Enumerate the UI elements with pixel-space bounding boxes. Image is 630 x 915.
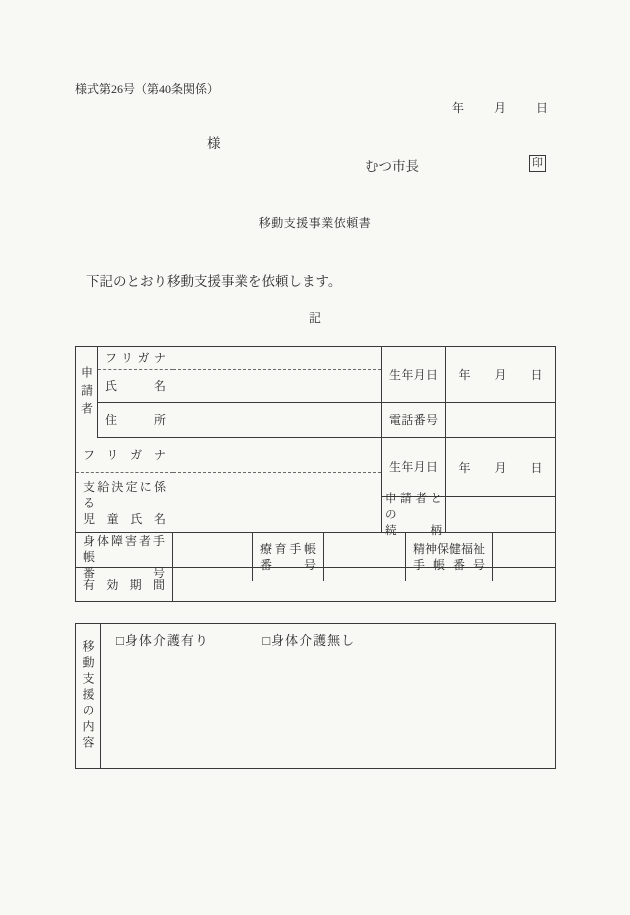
physical-notebook-label: 身体障害者手帳 番号: [76, 533, 173, 581]
seal-mark: [529, 155, 546, 172]
support-content-table: [75, 623, 556, 769]
applicant-birthdate-label: 生年月日: [381, 347, 445, 403]
checkbox-without-physical-care[interactable]: □身体介護無し: [262, 633, 356, 648]
document-title: 移動支援事業依頼書: [258, 216, 372, 230]
applicant-address-input[interactable]: [173, 403, 381, 438]
support-content-group-label: 移動支援の内容: [81, 640, 95, 752]
support-content-group-cell: [76, 624, 101, 768]
applicant-birthdate-value[interactable]: 年 月 日: [445, 347, 555, 403]
valid-period-label: 有効期間: [76, 568, 173, 601]
child-name-label: 支給決定に係る 児童氏名: [76, 473, 173, 533]
request-sentence: 下記のとおり移動支援事業を依頼します。: [86, 274, 342, 289]
applicant-table: [75, 346, 556, 602]
child-birthdate-value[interactable]: 年 月 日: [445, 438, 555, 497]
applicant-name-label: 氏名: [98, 370, 173, 403]
sender-name: むつ市長: [365, 159, 419, 174]
applicant-group-label: 申請者: [79, 365, 94, 420]
applicant-address-label: 住所: [98, 403, 173, 438]
addressee-suffix: 様: [207, 136, 221, 151]
checkbox-with-physical-care[interactable]: □身体介護有り: [116, 633, 209, 648]
applicant-furigana-label: フリガナ: [98, 347, 173, 370]
applicant-name-input[interactable]: [173, 370, 381, 403]
valid-period-input[interactable]: [173, 568, 555, 601]
seal-label: 印: [532, 157, 543, 169]
date-line: 年 月 日: [451, 101, 550, 115]
notebook-number-row: [76, 533, 555, 580]
child-furigana-input[interactable]: [173, 438, 381, 473]
child-name-input[interactable]: [173, 473, 381, 533]
applicant-furigana-input[interactable]: [173, 347, 381, 370]
phone-input[interactable]: [445, 403, 555, 438]
record-marker: 記: [308, 311, 321, 325]
applicant-group-cell: [76, 347, 98, 438]
phone-label: 電話番号: [381, 403, 445, 438]
relation-input[interactable]: [445, 497, 555, 533]
form-number: 様式第26号（第40条関係）: [75, 82, 220, 96]
child-birthdate-label: 生年月日: [381, 438, 445, 497]
support-content-area[interactable]: [101, 624, 555, 768]
rehabilitation-notebook-label: 療育手帳 番号: [253, 533, 324, 581]
relation-label: 申請者との 続柄: [381, 497, 445, 533]
mental-notebook-label: 精神保健福祉 手帳番号: [406, 533, 493, 581]
child-furigana-label: フリガナ: [76, 438, 173, 473]
